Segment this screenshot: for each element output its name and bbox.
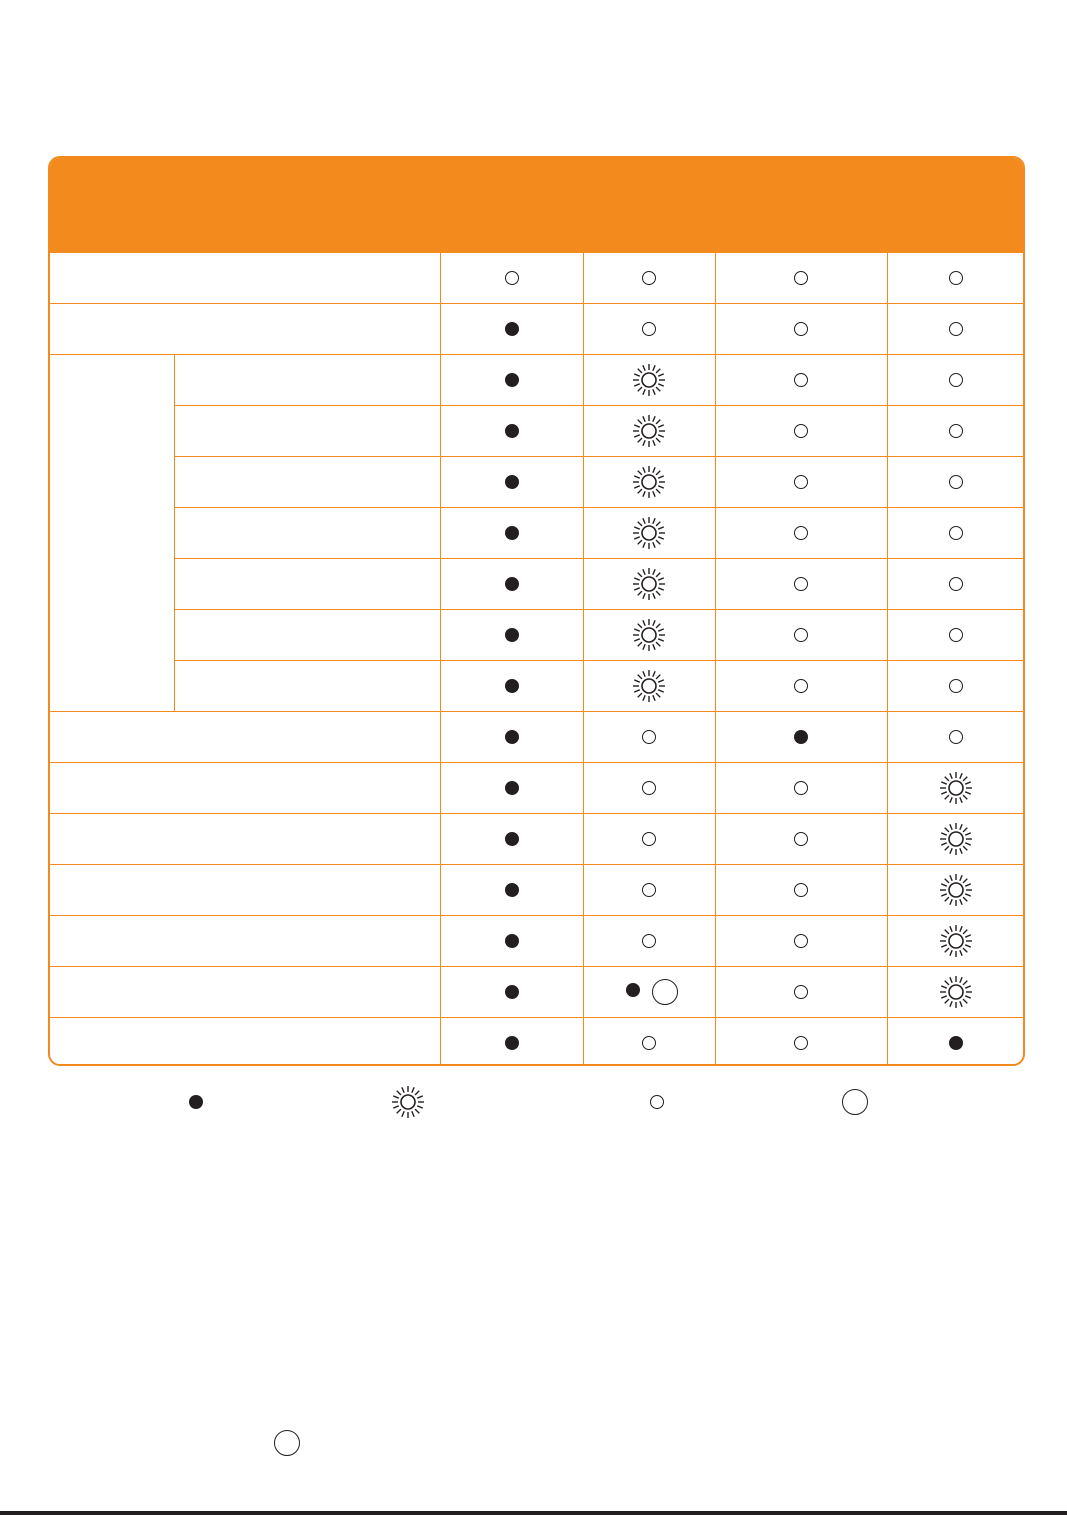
hollow-circle-icon xyxy=(794,424,808,438)
hollow-circle-icon xyxy=(794,526,808,540)
filled-dot-icon xyxy=(505,628,519,642)
row-divider xyxy=(174,507,1023,508)
filled-dot-icon xyxy=(505,730,519,744)
filled-dot-icon xyxy=(505,934,519,948)
status-table xyxy=(48,156,1025,1066)
filled-dot-icon xyxy=(505,526,519,540)
hollow-circle-icon xyxy=(642,832,656,846)
filled-dot-icon xyxy=(505,373,519,387)
blinking-light-icon xyxy=(938,923,974,959)
large-circle-icon xyxy=(842,1089,868,1115)
row-divider xyxy=(174,558,1023,559)
blinking-light-icon xyxy=(390,1084,426,1120)
blinking-light-icon xyxy=(631,617,667,653)
filled-dot-icon xyxy=(505,322,519,336)
hollow-circle-icon xyxy=(949,679,963,693)
blinking-light-icon xyxy=(938,770,974,806)
hollow-circle-icon xyxy=(949,475,963,489)
hollow-circle-icon xyxy=(794,628,808,642)
hollow-circle-icon xyxy=(794,271,808,285)
hollow-circle-icon xyxy=(650,1095,664,1109)
blinking-light-icon xyxy=(631,668,667,704)
blinking-light-icon xyxy=(631,515,667,551)
row-divider xyxy=(174,405,1023,406)
row-divider xyxy=(50,864,1023,865)
hollow-circle-icon xyxy=(949,424,963,438)
filled-dot-icon xyxy=(505,475,519,489)
filled-dot-icon xyxy=(505,883,519,897)
hollow-circle-icon xyxy=(794,781,808,795)
hollow-circle-icon xyxy=(642,322,656,336)
table-header xyxy=(50,158,1023,252)
filled-dot-icon xyxy=(626,983,640,997)
hollow-circle-icon xyxy=(794,883,808,897)
hollow-circle-icon xyxy=(949,628,963,642)
column-divider xyxy=(583,252,584,1066)
hollow-circle-icon xyxy=(794,985,808,999)
blinking-light-icon xyxy=(938,872,974,908)
hollow-circle-icon xyxy=(642,730,656,744)
filled-dot-icon xyxy=(949,1036,963,1050)
row-divider xyxy=(174,660,1023,661)
blinking-light-icon xyxy=(631,566,667,602)
hollow-circle-icon xyxy=(794,832,808,846)
bottom-rule xyxy=(0,1511,1067,1515)
hollow-circle-icon xyxy=(949,322,963,336)
hollow-circle-icon xyxy=(642,934,656,948)
row-divider xyxy=(50,711,1023,712)
hollow-circle-icon xyxy=(505,271,519,285)
row-divider xyxy=(50,966,1023,967)
hollow-circle-icon xyxy=(794,475,808,489)
row-divider xyxy=(174,609,1023,610)
hollow-circle-icon xyxy=(794,679,808,693)
hollow-circle-icon xyxy=(949,577,963,591)
row-divider xyxy=(50,252,1023,253)
filled-dot-icon xyxy=(189,1095,203,1109)
hollow-circle-icon xyxy=(794,577,808,591)
large-circle-icon xyxy=(652,979,678,1005)
blinking-light-icon xyxy=(938,821,974,857)
hollow-circle-icon xyxy=(794,322,808,336)
blinking-light-icon xyxy=(938,974,974,1010)
filled-dot-icon xyxy=(505,781,519,795)
blinking-light-icon xyxy=(631,464,667,500)
hollow-circle-icon xyxy=(949,271,963,285)
column-divider xyxy=(440,252,441,1066)
filled-dot-icon xyxy=(505,424,519,438)
blinking-light-icon xyxy=(631,362,667,398)
row-divider xyxy=(50,762,1023,763)
filled-dot-icon xyxy=(505,832,519,846)
hollow-circle-icon xyxy=(794,1036,808,1050)
row-divider xyxy=(50,354,1023,355)
filled-dot-icon xyxy=(794,730,808,744)
hollow-circle-icon xyxy=(642,1036,656,1050)
row-divider xyxy=(50,915,1023,916)
filled-dot-icon xyxy=(505,577,519,591)
row-divider xyxy=(174,456,1023,457)
hollow-circle-icon xyxy=(949,373,963,387)
blinking-light-icon xyxy=(631,413,667,449)
group-divider xyxy=(174,354,175,711)
hollow-circle-icon xyxy=(794,934,808,948)
large-circle-icon xyxy=(274,1430,300,1456)
column-divider xyxy=(887,252,888,1066)
filled-dot-icon xyxy=(505,985,519,999)
hollow-circle-icon xyxy=(794,373,808,387)
hollow-circle-icon xyxy=(949,730,963,744)
column-divider xyxy=(715,252,716,1066)
row-divider xyxy=(50,303,1023,304)
filled-dot-icon xyxy=(505,679,519,693)
hollow-circle-icon xyxy=(949,526,963,540)
row-divider xyxy=(50,813,1023,814)
hollow-circle-icon xyxy=(642,781,656,795)
hollow-circle-icon xyxy=(642,271,656,285)
row-divider xyxy=(50,1017,1023,1018)
filled-dot-icon xyxy=(505,1036,519,1050)
hollow-circle-icon xyxy=(642,883,656,897)
